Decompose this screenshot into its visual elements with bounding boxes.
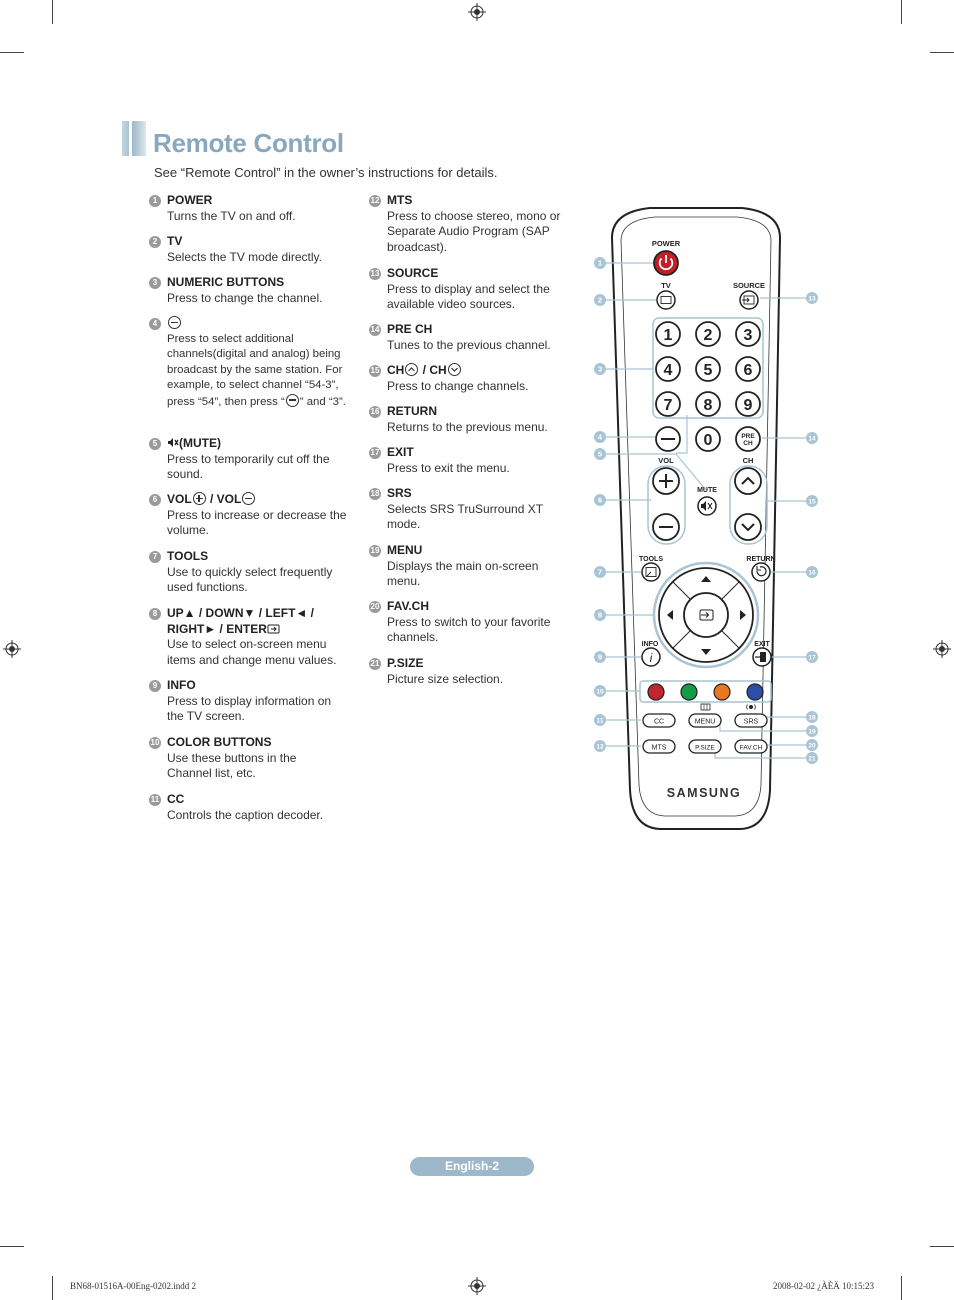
- mts-label: MTS: [651, 744, 667, 752]
- item-number: 5: [149, 438, 161, 450]
- vol-label: VOL: [658, 456, 674, 465]
- crop-mark: [52, 0, 53, 24]
- digit-button-6[interactable]: [736, 357, 760, 381]
- item-heading: PRE CH: [387, 322, 433, 336]
- callout-badge-13: [806, 292, 818, 304]
- callout-number: 12: [596, 743, 604, 751]
- item-heading: NUMERIC BUTTONS: [167, 275, 285, 289]
- callout-badge-4: [594, 431, 606, 443]
- chevron-up-icon: [405, 363, 418, 376]
- callout-number: 9: [597, 652, 603, 662]
- item-heading: MENU: [387, 543, 423, 557]
- ch-label: CH: [742, 456, 754, 465]
- item-number: 15: [370, 366, 380, 375]
- mute-label: MUTE: [697, 487, 717, 494]
- enter-icon: [267, 624, 281, 634]
- callout-badge-3: [594, 363, 606, 375]
- list-item-mts: [370, 193, 565, 255]
- power-label: POWER: [651, 239, 681, 248]
- digit-button-4[interactable]: [656, 357, 680, 381]
- callout-badge-11: [594, 714, 606, 726]
- crop-mark: [901, 1276, 902, 1300]
- digit-button-0[interactable]: [696, 427, 720, 451]
- callout-number: 5: [597, 449, 603, 459]
- list-item-color-buttons: [150, 735, 327, 782]
- digit-label: 9: [743, 397, 753, 414]
- item-heading: [167, 316, 353, 332]
- callout-badge-1: [594, 257, 606, 269]
- callout-badge-5: [594, 448, 606, 460]
- item-description: Picture size selection.: [387, 671, 504, 686]
- tools-button[interactable]: [642, 563, 660, 581]
- item-heading: RETURN: [387, 404, 437, 418]
- item-description: Press to display information on the TV screen.: [167, 693, 332, 724]
- callout-number: 8: [597, 610, 603, 620]
- fav-ch-button[interactable]: [735, 740, 767, 753]
- list-item-return: [370, 404, 567, 435]
- callout-number: 21: [808, 755, 816, 763]
- callout-badge-12: [594, 740, 606, 752]
- item-number: 9: [149, 680, 161, 692]
- dash-button[interactable]: [656, 427, 680, 451]
- list-item-numeric-buttons: [152, 275, 367, 306]
- cc-label: CC: [653, 718, 665, 726]
- callout-number: 6: [597, 495, 603, 505]
- item-number: 12: [370, 196, 380, 205]
- info-button[interactable]: [642, 648, 660, 666]
- digit-label: 4: [663, 362, 673, 379]
- callout-number: 15: [808, 498, 816, 506]
- item-description: Press to exit the menu.: [387, 460, 510, 475]
- item-number: 11: [150, 795, 160, 804]
- item-heading: MTS: [387, 193, 413, 207]
- callout-number: 20: [808, 742, 816, 750]
- exit-button[interactable]: [753, 648, 771, 666]
- item-number: 21: [370, 659, 380, 668]
- list-item-channel: [370, 363, 567, 394]
- callout-badge-15: [806, 495, 818, 507]
- crop-mark: [930, 1246, 954, 1247]
- callout-number: 11: [596, 717, 604, 725]
- cc-button[interactable]: [643, 714, 675, 727]
- callout-badge-14: [806, 432, 818, 444]
- item-description: Press to select additional channels(digital and analog) being broadcast by the same station. For example, to select channel “54-3”, press “54”, then press “ ” and “3”.: [167, 332, 346, 408]
- mute-icon: [167, 437, 179, 448]
- callout-badge-20: [806, 739, 818, 751]
- item-description: Turns the TV on and off.: [167, 208, 296, 223]
- callout-badge-10: [594, 685, 606, 697]
- callout-badge-9: [594, 651, 606, 663]
- mute-button[interactable]: [698, 497, 716, 515]
- item-number: 14: [370, 325, 380, 334]
- tv-button[interactable]: [657, 291, 675, 309]
- callout-badge-21: [806, 752, 818, 764]
- item-number: 20: [370, 602, 380, 611]
- pre-ch-label-bottom: CH: [743, 440, 753, 447]
- item-heading: INFO: [167, 678, 196, 692]
- digit-button-1[interactable]: [656, 322, 680, 346]
- digit-label: 5: [703, 362, 713, 379]
- srs-label: SRS: [743, 718, 759, 726]
- item-description: Press to increase or decrease the volume.: [167, 507, 347, 538]
- source-button[interactable]: [740, 291, 758, 309]
- ch-down-button[interactable]: [735, 514, 761, 540]
- item-number: 4: [149, 318, 161, 330]
- item-description: Controls the caption decoder.: [167, 807, 324, 822]
- item-description: Press to display and select the available video sources.: [387, 281, 550, 312]
- item-heading: VOL / VOL: [167, 492, 347, 508]
- page-title: Remote Control: [153, 128, 344, 158]
- callout-number: 2: [597, 295, 603, 305]
- item-heading: CH / CH: [387, 363, 567, 379]
- list-item-power: [152, 193, 367, 224]
- item-heading: FAV.CH: [387, 599, 430, 613]
- list-item-cc: [150, 792, 347, 823]
- page-number-badge: English-2: [410, 1157, 534, 1176]
- item-description: Use to select on-screen menu items and change menu values.: [167, 637, 337, 667]
- callout-badge-8: [594, 609, 606, 621]
- chevron-down-icon: [448, 363, 461, 376]
- callout-number: 18: [808, 714, 816, 722]
- item-heading: SOURCE: [387, 266, 439, 280]
- green-button[interactable]: [681, 684, 697, 700]
- digit-label: 8: [703, 397, 713, 414]
- item-description: Tunes to the previous channel.: [387, 337, 551, 352]
- item-heading: P.SIZE: [387, 656, 424, 670]
- crop-mark: [52, 1276, 53, 1300]
- list-item-exit: [370, 445, 567, 476]
- red-button[interactable]: [648, 684, 664, 700]
- digit-button-3[interactable]: [736, 322, 760, 346]
- crop-mark: [0, 52, 24, 53]
- blue-button[interactable]: [747, 684, 763, 700]
- callout-number: 3: [597, 364, 603, 374]
- item-number: 17: [370, 448, 380, 457]
- tools-label: TOOLS: [639, 556, 663, 563]
- return-button[interactable]: [752, 563, 770, 581]
- digit-button-8[interactable]: [696, 392, 720, 416]
- list-item-navigation: [152, 606, 351, 668]
- enter-button[interactable]: [684, 593, 728, 637]
- list-item-srs: [370, 486, 567, 533]
- item-description: Press to switch to your favorite channels.: [387, 614, 551, 645]
- digit-label: 7: [663, 397, 673, 414]
- callout-number: 4: [597, 432, 603, 442]
- item-heading: COLOR BUTTONS: [167, 735, 272, 749]
- callout-number: 13: [808, 295, 816, 303]
- item-number: 1: [149, 195, 161, 207]
- item-description: Selects the TV mode directly.: [167, 249, 322, 264]
- dash-icon: [168, 316, 181, 329]
- list-item-tv: [152, 234, 367, 265]
- item-number: 18: [370, 489, 380, 498]
- item-number: 2: [149, 236, 161, 248]
- exit-label: EXIT: [754, 641, 770, 648]
- info-label: INFO: [641, 641, 659, 648]
- pre-ch-button[interactable]: [736, 427, 760, 451]
- item-heading: TV: [167, 234, 183, 248]
- item-description: Use these buttons in the Channel list, etc.: [167, 750, 297, 781]
- list-item-psize: [370, 656, 567, 687]
- menu-button[interactable]: [689, 714, 721, 727]
- digit-button-7[interactable]: [656, 392, 680, 416]
- item-description: Returns to the previous menu.: [387, 419, 548, 434]
- item-description: Press to change the channel.: [167, 290, 323, 305]
- item-number: 10: [150, 738, 160, 747]
- menu-label: MENU: [694, 718, 716, 726]
- list-item-menu: [370, 543, 562, 590]
- digit-label: 6: [743, 362, 753, 379]
- power-button[interactable]: [654, 251, 678, 275]
- list-item-prech: [370, 322, 572, 353]
- callout-number: 7: [597, 567, 603, 577]
- pre-ch-label-top: PRE: [741, 433, 755, 440]
- callout-number: 19: [808, 728, 816, 736]
- list-item-tools: [152, 549, 347, 596]
- registration-mark-icon: [3, 640, 21, 658]
- p-size-label: P.SIZE: [695, 744, 715, 752]
- registration-mark-icon: [933, 640, 951, 658]
- callout-badge-17: [806, 651, 818, 663]
- srs-button[interactable]: [735, 714, 767, 727]
- registration-mark-icon: [468, 1277, 486, 1295]
- item-description: Selects SRS TruSurround XT mode.: [387, 501, 543, 532]
- page-subtitle: See “Remote Control” in the owner’s instructions for details.: [154, 165, 498, 180]
- item-number: 16: [370, 407, 380, 416]
- digit-button-5[interactable]: [696, 357, 720, 381]
- fav-ch-label: FAV.CH: [739, 744, 763, 752]
- orange-button[interactable]: [714, 684, 730, 700]
- digit-button-2[interactable]: [696, 322, 720, 346]
- item-description: Press to choose stereo, mono or Separate Audio Program (SAP broadcast).: [387, 208, 561, 254]
- item-heading: CC: [167, 792, 185, 806]
- mts-button[interactable]: [643, 740, 675, 753]
- crop-mark: [0, 1246, 24, 1247]
- callout-number: 14: [808, 435, 816, 443]
- item-heading: (MUTE): [167, 436, 347, 452]
- callout-badge-16: [806, 566, 818, 578]
- item-number: 6: [149, 494, 161, 506]
- remote-control-illustration: [580, 200, 830, 840]
- digit-label: 1: [663, 327, 673, 344]
- print-slug-right: 2008-02-02 ¿ÀÈÄ 10:15:23: [773, 1281, 874, 1291]
- ch-up-button[interactable]: [735, 468, 761, 494]
- registration-mark-icon: [468, 3, 486, 21]
- item-number: 19: [370, 546, 380, 555]
- digit-label: 2: [703, 327, 713, 344]
- callout-number: 10: [596, 688, 604, 696]
- callout-badge-2: [594, 294, 606, 306]
- vol-down-button[interactable]: [653, 514, 679, 540]
- item-number: 13: [370, 269, 380, 278]
- list-item-volume: [152, 492, 347, 539]
- item-heading: EXIT: [387, 445, 414, 459]
- list-item-dash: [152, 316, 353, 411]
- item-description: Displays the main on-screen menu.: [387, 558, 539, 589]
- list-item-source: [370, 266, 567, 313]
- callout-badge-6: [594, 494, 606, 506]
- title-accent-bar: [122, 121, 146, 156]
- item-description: Press to temporarily cut off the sound.: [167, 451, 330, 482]
- crop-mark: [901, 0, 902, 24]
- digit-label: 3: [743, 327, 753, 344]
- item-description: Press to change channels.: [387, 378, 529, 393]
- info-icon: i: [649, 651, 653, 665]
- digit-label: 0: [703, 432, 713, 449]
- item-number: 8: [149, 608, 161, 620]
- exit-icon: [760, 652, 766, 662]
- item-heading: TOOLS: [167, 549, 209, 563]
- p-size-button[interactable]: [689, 740, 721, 753]
- list-item-info: [152, 678, 347, 725]
- print-slug-left: BN68-01516A-00Eng-0202.indd 2: [70, 1281, 196, 1291]
- callout-number: 17: [808, 654, 816, 662]
- crop-mark: [930, 52, 954, 53]
- item-number: 3: [149, 277, 161, 289]
- item-heading: POWER: [167, 193, 213, 207]
- brand-logo: SAMSUNG: [666, 786, 742, 800]
- source-label: SOURCE: [732, 281, 766, 290]
- callout-badge-18: [806, 711, 818, 723]
- callout-badge-19: [806, 725, 818, 737]
- item-number: 7: [149, 551, 161, 563]
- list-item-favch: [370, 599, 567, 646]
- tv-label: TV: [661, 281, 671, 290]
- callout-number: 1: [597, 258, 603, 268]
- return-label: RETURN: [746, 556, 776, 563]
- callout-badge-7: [594, 566, 606, 578]
- vol-up-button[interactable]: [653, 468, 679, 494]
- list-item-mute: [152, 436, 347, 483]
- dash-icon: [286, 394, 299, 407]
- minus-icon: [242, 492, 255, 505]
- item-heading: UP▲ / DOWN▼ / LEFT◄ / RIGHT► / ENTER: [167, 606, 314, 636]
- plus-icon: [193, 492, 206, 505]
- item-description: Use to quickly select frequently used functions.: [167, 564, 333, 595]
- digit-button-9[interactable]: [736, 392, 760, 416]
- item-heading: SRS: [387, 486, 412, 500]
- callout-number: 16: [808, 569, 816, 577]
